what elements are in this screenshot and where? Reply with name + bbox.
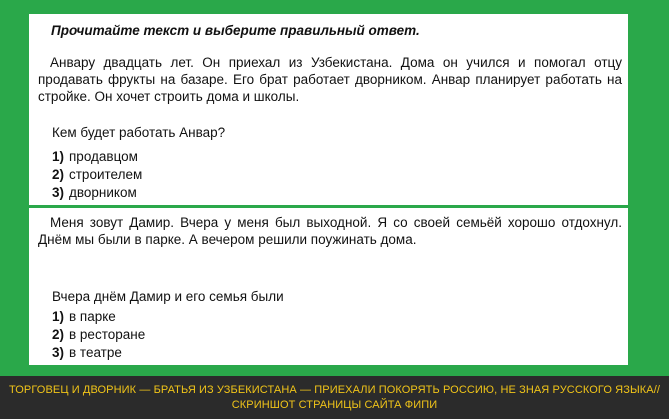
option-label: в парке (69, 309, 116, 324)
option-number: 1) (52, 149, 65, 164)
task-1-panel (29, 14, 628, 205)
image-caption (0, 376, 669, 419)
reading-text-1: Анвару двадцать лет. Он приехал из Узбекистана. Дома он учился и помогал отцу продавать фрукты на базаре. Его брат работает дворником. Анвар планирует работать на стройке. Он хочет строить дома и школы. (38, 55, 622, 104)
option-number: 1) (52, 309, 65, 324)
option-number: 2) (52, 327, 65, 342)
question-1: Кем будет работать Анвар? (52, 125, 226, 140)
answer-option-2-2[interactable] (52, 326, 145, 343)
option-label: строителем (69, 167, 143, 182)
option-label: продавцом (69, 149, 138, 164)
answer-option-2-3[interactable] (52, 344, 122, 361)
task-instruction: Прочитайте текст и выберите правильный ответ. (51, 23, 420, 38)
option-number: 3) (52, 345, 65, 360)
caption-line-2: СКРИНШОТ СТРАНИЦЫ САЙТА ФИПИ (231, 399, 438, 411)
question-2: Вчера днём Дамир и его семья были (52, 289, 284, 304)
reading-text-2: Меня зовут Дамир. Вчера у меня был выходной. Я со своей семьёй хорошо отдохнул. Днём мы были в парке. А вечером решили поужинать дома. (38, 215, 622, 247)
option-label: в театре (69, 345, 122, 360)
task-2-panel (29, 208, 628, 365)
option-label: дворником (69, 185, 137, 200)
answer-option-2-1[interactable] (52, 308, 116, 325)
option-number: 2) (52, 167, 65, 182)
answer-option-1-3[interactable] (52, 184, 137, 201)
caption-line-1: ТОРГОВЕЦ И ДВОРНИК — БРАТЬЯ ИЗ УЗБЕКИСТАНА — ПРИЕХАЛИ ПОКОРЯТЬ РОССИЮ, НЕ ЗНАЯ РУССКОГО ЯЗЫКА// (8, 384, 661, 396)
option-number: 3) (52, 185, 65, 200)
option-label: в ресторане (69, 327, 146, 342)
answer-option-1-1[interactable] (52, 148, 138, 165)
answer-option-1-2[interactable] (52, 166, 142, 183)
